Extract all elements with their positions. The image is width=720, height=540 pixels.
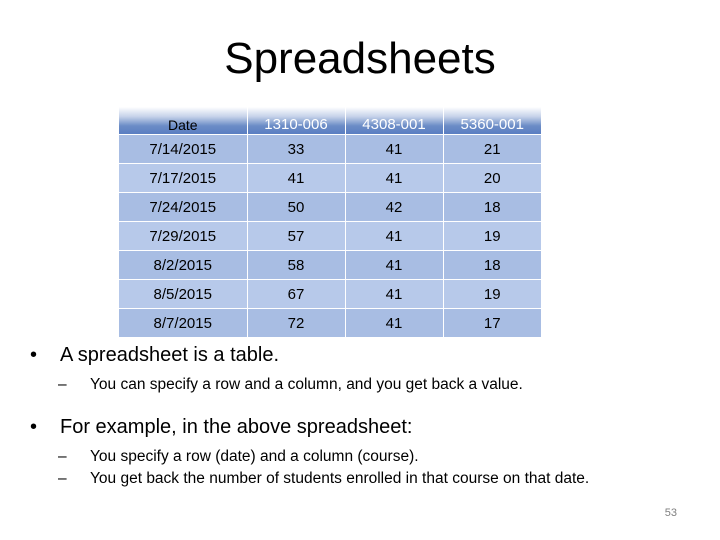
cell-value: 41	[345, 164, 443, 193]
cell-date: 8/5/2015	[119, 280, 247, 309]
sub-bullet-text: You get back the number of students enrolled in that course on that date.	[90, 470, 590, 487]
cell-value: 18	[443, 251, 541, 280]
cell-value: 41	[345, 222, 443, 251]
cell-date: 7/29/2015	[119, 222, 247, 251]
bullet-item	[30, 414, 710, 440]
cell-value: 19	[443, 222, 541, 251]
header-course-4308-001: 4308-001	[345, 107, 443, 135]
bullet-list	[30, 342, 710, 490]
page-number: 53	[664, 507, 677, 519]
header-date: Date	[119, 107, 247, 135]
cell-value: 19	[443, 280, 541, 309]
table-row	[119, 164, 541, 193]
header-course-5360-001: 5360-001	[443, 107, 541, 135]
cell-value: 72	[247, 309, 345, 338]
table-row	[119, 251, 541, 280]
dash-icon: –	[58, 448, 67, 465]
bullet-dot-icon: •	[30, 416, 38, 438]
sub-bullet-item	[30, 446, 710, 468]
cell-value: 67	[247, 280, 345, 309]
cell-value: 41	[345, 251, 443, 280]
bullet-dot-icon: •	[30, 344, 38, 366]
sub-bullet-item	[30, 374, 710, 396]
table-row	[119, 222, 541, 251]
sub-bullet-item	[30, 468, 710, 490]
dash-icon: –	[58, 376, 67, 393]
enrollment-table	[119, 107, 541, 338]
sub-bullet-text: You specify a row (date) and a column (course).	[90, 448, 419, 465]
table-row	[119, 309, 541, 338]
slide-title: Spreadsheets	[224, 34, 496, 83]
sub-bullet-text: You can specify a row and a column, and you get back a value.	[90, 376, 523, 393]
table-header-row	[119, 107, 541, 135]
cell-value: 21	[443, 135, 541, 164]
header-course-1310-006: 1310-006	[247, 107, 345, 135]
cell-value: 17	[443, 309, 541, 338]
cell-value: 41	[247, 164, 345, 193]
cell-date: 7/17/2015	[119, 164, 247, 193]
dash-icon: –	[58, 470, 67, 487]
cell-date: 7/14/2015	[119, 135, 247, 164]
cell-date: 8/2/2015	[119, 251, 247, 280]
table-row	[119, 280, 541, 309]
cell-date: 8/7/2015	[119, 309, 247, 338]
cell-value: 42	[345, 193, 443, 222]
table-row	[119, 193, 541, 222]
cell-value: 33	[247, 135, 345, 164]
cell-value: 58	[247, 251, 345, 280]
cell-date: 7/24/2015	[119, 193, 247, 222]
table-row	[119, 135, 541, 164]
bullet-text: A spreadsheet is a table.	[60, 344, 280, 366]
cell-value: 41	[345, 135, 443, 164]
bullet-item	[30, 342, 710, 368]
cell-value: 18	[443, 193, 541, 222]
cell-value: 50	[247, 193, 345, 222]
cell-value: 57	[247, 222, 345, 251]
bullet-text: For example, in the above spreadsheet:	[60, 416, 413, 438]
cell-value: 41	[345, 280, 443, 309]
cell-value: 20	[443, 164, 541, 193]
cell-value: 41	[345, 309, 443, 338]
